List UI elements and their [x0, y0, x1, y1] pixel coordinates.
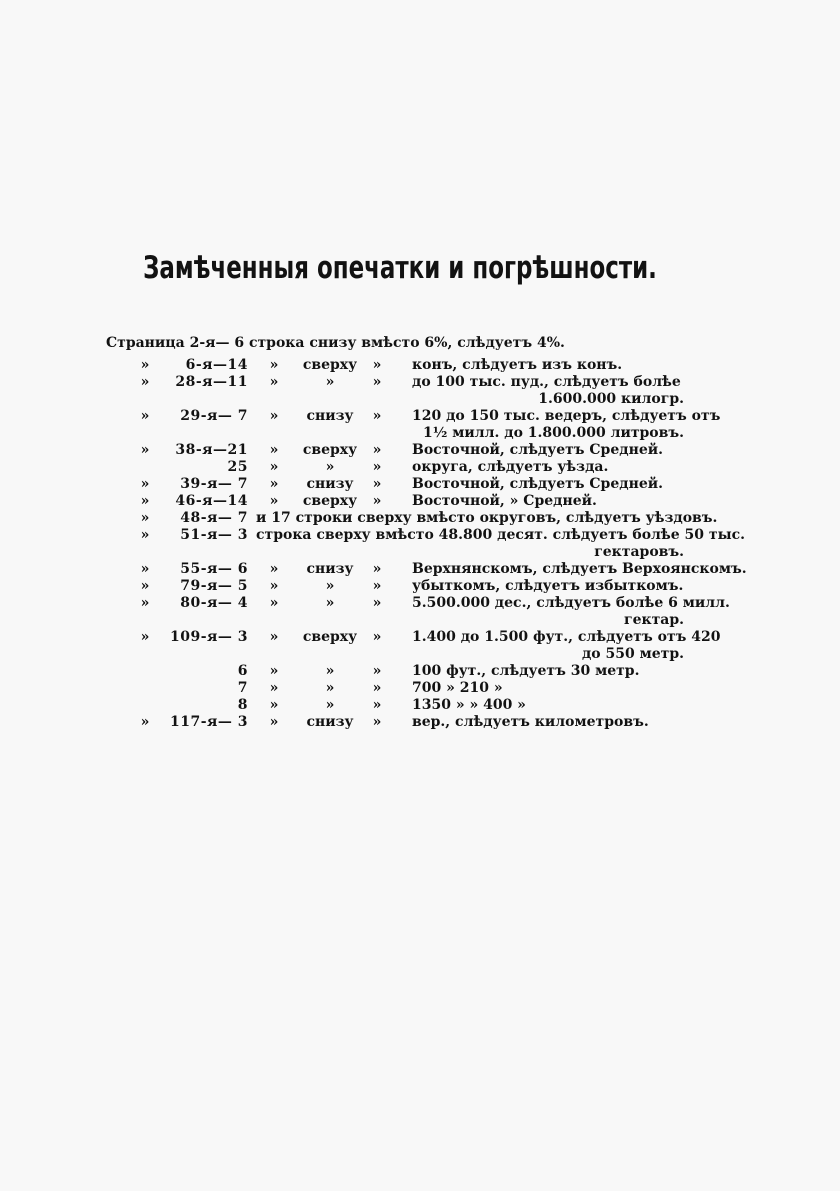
errata-entry	[0, 663, 840, 680]
errata-correction: до 100 тыс. пуд., слѣдуетъ болѣе	[412, 374, 681, 390]
errata-rest: и 17 строки сверху вмѣсто округовъ, слѣдуетъ уѣздовъ.	[256, 510, 718, 526]
errata-page-ref: 6	[237, 663, 248, 679]
errata-instead-ditto: »	[372, 680, 382, 696]
errata-correction: Восточной, » Средней.	[412, 493, 597, 509]
errata-full-line: Страница 2-я— 6 строка снизу вмѣсто 6%, слѣдуетъ 4%.	[106, 335, 565, 351]
errata-page-ref: 48-я— 7	[180, 510, 248, 526]
errata-continuation: 1½ милл. до 1.800.000 литровъ.	[422, 425, 684, 441]
ditto-mark: »	[140, 561, 150, 577]
errata-instead-ditto: »	[372, 476, 382, 492]
errata-page-ref: 55-я— 6	[180, 561, 248, 577]
errata-correction: 100 фут., слѣдуетъ 30 метр.	[412, 663, 640, 679]
errata-entry	[0, 335, 840, 357]
errata-page-ref: 117-я— 3	[170, 714, 248, 730]
errata-page-ref: 109-я— 3	[170, 629, 248, 645]
errata-page-ref: 29-я— 7	[180, 408, 248, 424]
errata-position: снизу	[306, 561, 354, 577]
errata-rest: строка сверху вмѣсто 48.800 десят. слѣдуетъ болѣе 50 тыс.	[256, 527, 746, 543]
errata-line-ditto: »	[269, 680, 279, 696]
errata-page-ref: 51-я— 3	[180, 527, 248, 543]
errata-correction: конъ, слѣдуетъ изъ конъ.	[412, 357, 623, 373]
errata-entry	[0, 527, 840, 544]
ditto-mark: »	[140, 476, 150, 492]
errata-line-ditto: »	[269, 476, 279, 492]
errata-entry	[0, 578, 840, 595]
errata-entry-continuation	[0, 612, 840, 629]
errata-instead-ditto: »	[372, 374, 382, 390]
errata-page-ref: 6-я—14	[185, 357, 248, 373]
ditto-mark: »	[140, 374, 150, 390]
errata-entry	[0, 510, 840, 527]
errata-position: »	[325, 374, 335, 390]
ditto-mark: »	[140, 357, 150, 373]
errata-position: »	[325, 459, 335, 475]
errata-instead-ditto: »	[372, 442, 382, 458]
errata-position: сверху	[302, 442, 358, 458]
errata-entry	[0, 357, 840, 374]
errata-entry	[0, 493, 840, 510]
errata-entry-continuation	[0, 425, 840, 442]
errata-continuation: гектар.	[623, 612, 684, 628]
errata-correction: 120 до 150 тыс. ведеръ, слѣдуетъ отъ	[412, 408, 721, 424]
ditto-mark: »	[140, 408, 150, 424]
errata-entry	[0, 629, 840, 646]
errata-page-ref: 28-я—11	[175, 374, 248, 390]
errata-position: »	[325, 697, 335, 713]
page-title: Замѣченныя опечатки и погрѣшности.	[143, 250, 657, 286]
errata-correction: Восточной, слѣдуетъ Средней.	[412, 442, 663, 458]
errata-position: сверху	[302, 493, 358, 509]
errata-position: »	[325, 595, 335, 611]
errata-line-ditto: »	[269, 697, 279, 713]
errata-correction: 1.400 до 1.500 фут., слѣдуетъ отъ 420	[412, 629, 721, 645]
errata-correction: 5.500.000 дес., слѣдуетъ болѣе 6 милл.	[412, 595, 730, 611]
errata-instead-ditto: »	[372, 714, 382, 730]
errata-page-ref: 39-я— 7	[180, 476, 248, 492]
errata-instead-ditto: »	[372, 697, 382, 713]
ditto-mark: »	[140, 493, 150, 509]
errata-position: снизу	[306, 714, 354, 730]
errata-page-ref: 80-я— 4	[180, 595, 248, 611]
errata-continuation: 1.600.000 килогр.	[538, 391, 684, 407]
errata-continuation: до 550 метр.	[581, 646, 684, 662]
errata-instead-ditto: »	[372, 595, 382, 611]
errata-line-ditto: »	[269, 374, 279, 390]
errata-page-ref: 38-я—21	[175, 442, 248, 458]
errata-line-ditto: »	[269, 493, 279, 509]
ditto-mark: »	[140, 510, 150, 526]
errata-entry-continuation	[0, 391, 840, 408]
errata-line-ditto: »	[269, 629, 279, 645]
errata-position: сверху	[302, 357, 358, 373]
errata-entry-continuation	[0, 544, 840, 561]
errata-entry	[0, 595, 840, 612]
errata-entry	[0, 697, 840, 714]
ditto-mark: »	[140, 442, 150, 458]
errata-instead-ditto: »	[372, 663, 382, 679]
errata-continuation: гектаровъ.	[594, 544, 684, 560]
errata-line-ditto: »	[269, 714, 279, 730]
ditto-mark: »	[140, 714, 150, 730]
errata-position: снизу	[306, 408, 354, 424]
errata-position: »	[325, 578, 335, 594]
errata-correction: вер., слѣдуетъ километровъ.	[412, 714, 649, 730]
errata-page-ref: 25	[227, 459, 248, 475]
errata-page-ref: 79-я— 5	[180, 578, 248, 594]
errata-page-ref: 8	[237, 697, 248, 713]
errata-line-ditto: »	[269, 459, 279, 475]
errata-instead-ditto: »	[372, 629, 382, 645]
errata-list	[0, 335, 840, 731]
errata-instead-ditto: »	[372, 561, 382, 577]
errata-entry	[0, 374, 840, 391]
errata-line-ditto: »	[269, 663, 279, 679]
errata-correction: Восточной, слѣдуетъ Средней.	[412, 476, 663, 492]
ditto-mark: »	[140, 595, 150, 611]
errata-line-ditto: »	[269, 408, 279, 424]
ditto-mark: »	[140, 527, 150, 543]
ditto-mark: »	[140, 629, 150, 645]
errata-line-ditto: »	[269, 357, 279, 373]
errata-page-ref: 46-я—14	[175, 493, 248, 509]
errata-correction: убыткомъ, слѣдуетъ избыткомъ.	[412, 578, 684, 594]
errata-position: »	[325, 663, 335, 679]
errata-instead-ditto: »	[372, 459, 382, 475]
errata-entry-continuation	[0, 646, 840, 663]
errata-entry	[0, 459, 840, 476]
errata-entry	[0, 561, 840, 578]
errata-correction: 700 » 210 »	[412, 680, 503, 696]
errata-correction: Верхнянскомъ, слѣдуетъ Верхоянскомъ.	[412, 561, 747, 577]
errata-correction: округа, слѣдуетъ уѣзда.	[412, 459, 609, 475]
errata-line-ditto: »	[269, 578, 279, 594]
errata-line-ditto: »	[269, 442, 279, 458]
errata-position: сверху	[302, 629, 358, 645]
errata-correction: 1350 » » 400 »	[412, 697, 526, 713]
ditto-mark: »	[140, 578, 150, 594]
errata-entry	[0, 680, 840, 697]
errata-instead-ditto: »	[372, 408, 382, 424]
errata-position: »	[325, 680, 335, 696]
errata-entry	[0, 476, 840, 493]
errata-entry	[0, 714, 840, 731]
errata-entry	[0, 408, 840, 425]
errata-page-ref: 7	[237, 680, 248, 696]
errata-instead-ditto: »	[372, 493, 382, 509]
errata-instead-ditto: »	[372, 578, 382, 594]
errata-line-ditto: »	[269, 561, 279, 577]
errata-line-ditto: »	[269, 595, 279, 611]
errata-position: снизу	[306, 476, 354, 492]
errata-instead-ditto: »	[372, 357, 382, 373]
errata-entry	[0, 442, 840, 459]
